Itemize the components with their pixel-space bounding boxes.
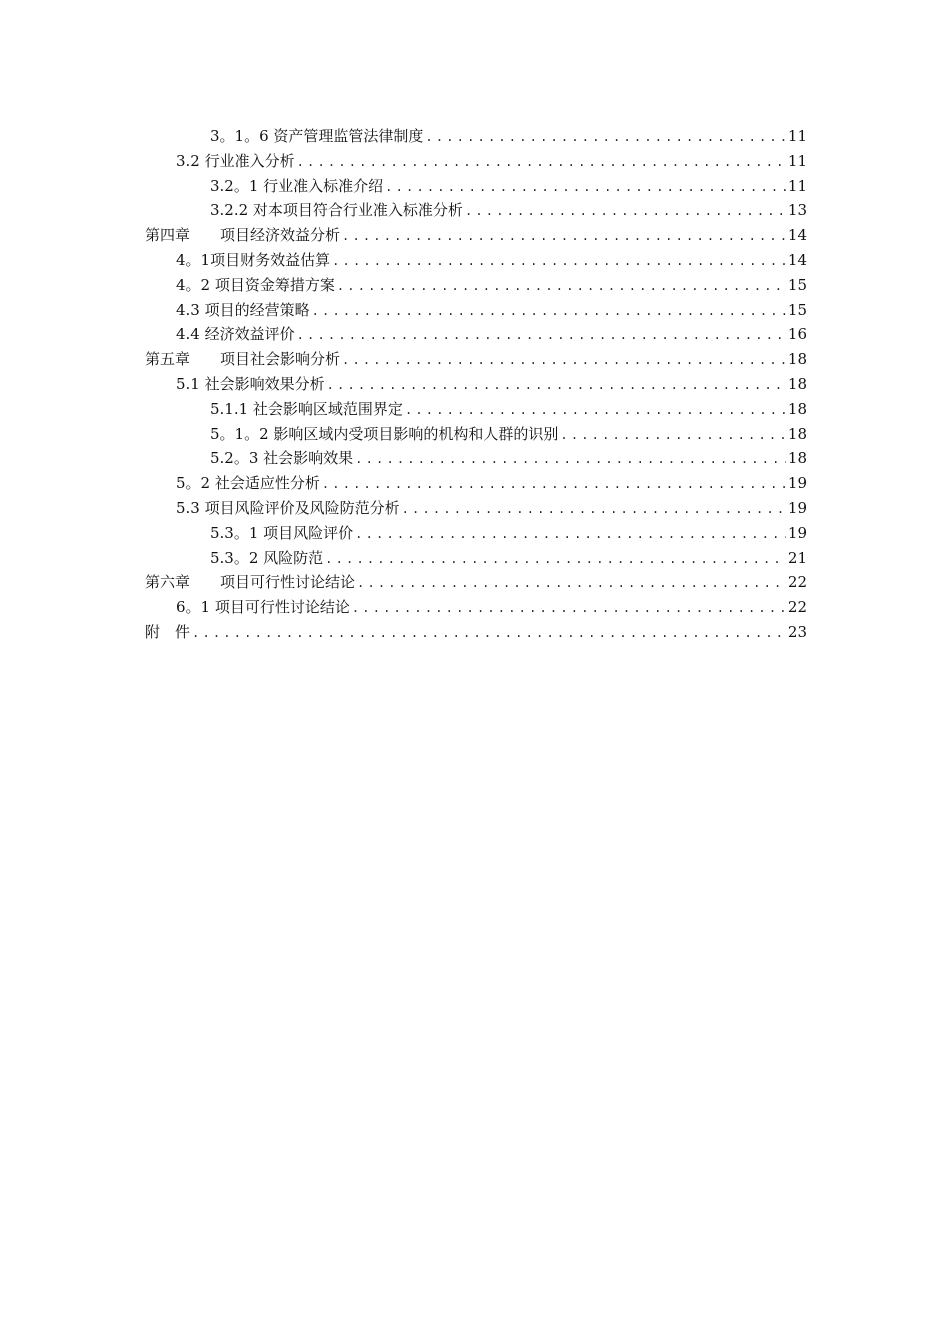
toc-entry[interactable] xyxy=(145,521,807,546)
toc-entry[interactable] xyxy=(145,595,807,620)
toc-dot-leader xyxy=(192,621,786,646)
toc-entry[interactable] xyxy=(145,198,807,223)
toc-entry-page: 13 xyxy=(787,201,807,220)
toc-dot-leader xyxy=(342,224,786,249)
toc-dot-leader xyxy=(352,596,786,621)
toc-dot-leader xyxy=(332,249,786,274)
toc-entry[interactable] xyxy=(145,372,807,397)
toc-entry-page: 23 xyxy=(787,622,807,641)
toc-entry-title: 5.3。2 风险防范 xyxy=(210,548,324,567)
toc-entry-page: 11 xyxy=(787,176,807,195)
toc-entry[interactable] xyxy=(145,446,807,471)
toc-entry-title: 第四章 项目经济效益分析 xyxy=(145,226,341,245)
toc-entry-title: 第五章 项目社会影响分析 xyxy=(145,350,341,369)
toc-entry-title: 附 件 xyxy=(145,622,191,641)
toc-entry[interactable] xyxy=(145,397,807,422)
toc-entry[interactable] xyxy=(145,174,807,199)
toc-dot-leader xyxy=(325,547,786,572)
toc-entry[interactable] xyxy=(145,223,807,248)
toc-entry-page: 18 xyxy=(787,449,807,468)
toc-entry-title: 5.2。3 社会影响效果 xyxy=(210,449,354,468)
toc-dot-leader xyxy=(355,522,786,547)
toc-entry[interactable] xyxy=(145,347,807,372)
toc-entry-page: 14 xyxy=(787,250,807,269)
toc-dot-leader xyxy=(402,497,786,522)
toc-entry-title: 5.1.1 社会影响区域范围界定 xyxy=(210,399,403,418)
toc-entry-page: 19 xyxy=(787,474,807,493)
toc-entry-page: 11 xyxy=(787,127,807,145)
toc-entry[interactable] xyxy=(145,546,807,571)
toc-entry-title: 4.3 项目的经营策略 xyxy=(176,300,310,319)
toc-entry[interactable] xyxy=(145,322,807,347)
toc-dot-leader xyxy=(355,447,786,472)
toc-entry-title: 4.4 经济效益评价 xyxy=(176,325,295,344)
toc-entry-title: 5.1 社会影响效果分析 xyxy=(176,374,325,393)
toc-entry-title: 3.2.2 对本项目符合行业准入标准分析 xyxy=(210,201,463,220)
toc-entry-page: 18 xyxy=(787,424,807,443)
toc-dot-leader xyxy=(327,373,786,398)
toc-dot-leader xyxy=(465,199,786,224)
toc-entry-title: 3。1。6 资产管理监管法律制度 xyxy=(210,127,424,145)
toc-dot-leader xyxy=(322,472,786,497)
toc-entry[interactable] xyxy=(145,149,807,174)
toc-entry[interactable] xyxy=(145,570,807,595)
toc-entry[interactable] xyxy=(145,422,807,447)
toc-entry[interactable] xyxy=(145,620,807,645)
toc-entry-title: 4。1项目财务效益估算 xyxy=(176,250,331,269)
toc-entry-title: 5.3 项目风险评价及风险防范分析 xyxy=(176,498,400,517)
toc-dot-leader xyxy=(357,571,786,596)
toc-dot-leader xyxy=(385,175,786,200)
toc-entry-page: 19 xyxy=(787,523,807,542)
toc-dot-leader xyxy=(405,398,786,423)
toc-entry-title: 6。1 项目可行性讨论结论 xyxy=(176,598,350,617)
toc-entry-title: 第六章 项目可行性讨论结论 xyxy=(145,573,356,592)
toc-entry-title: 5。2 社会适应性分析 xyxy=(176,474,320,493)
toc-dot-leader xyxy=(297,150,786,175)
toc-entry-page: 18 xyxy=(787,350,807,369)
toc-entry-page: 15 xyxy=(787,275,807,294)
toc-entry[interactable] xyxy=(145,471,807,496)
toc-entry[interactable] xyxy=(145,124,807,149)
toc-entry-page: 16 xyxy=(787,325,807,344)
toc-entry-page: 14 xyxy=(787,226,807,245)
toc-entry-title: 3.2 行业准入分析 xyxy=(176,151,295,170)
toc-entry-title: 3.2。1 行业准入标准介绍 xyxy=(210,176,384,195)
toc-entry-page: 18 xyxy=(787,374,807,393)
toc-entry-page: 22 xyxy=(787,598,807,617)
toc-entry-page: 11 xyxy=(787,151,807,170)
toc-entry-title: 5。1。2 影响区域内受项目影响的机构和人群的识别 xyxy=(210,424,559,443)
toc-entry[interactable] xyxy=(145,298,807,323)
toc-entry-page: 19 xyxy=(787,498,807,517)
toc-dot-leader xyxy=(342,348,786,373)
toc-dot-leader xyxy=(425,125,786,150)
toc-entry-title: 5.3。1 项目风险评价 xyxy=(210,523,354,542)
toc-entry-page: 22 xyxy=(787,573,807,592)
toc-entry[interactable] xyxy=(145,273,807,298)
toc-dot-leader xyxy=(337,274,786,299)
toc-entry-page: 15 xyxy=(787,300,807,319)
toc-dot-leader xyxy=(560,423,786,448)
table-of-contents xyxy=(145,124,807,645)
toc-entry-title: 4。2 项目资金筹措方案 xyxy=(176,275,335,294)
toc-entry[interactable] xyxy=(145,496,807,521)
toc-entry[interactable] xyxy=(145,248,807,273)
toc-entry-page: 18 xyxy=(787,399,807,418)
toc-dot-leader xyxy=(312,299,786,324)
toc-dot-leader xyxy=(297,323,786,348)
toc-entry-page: 21 xyxy=(787,548,807,567)
